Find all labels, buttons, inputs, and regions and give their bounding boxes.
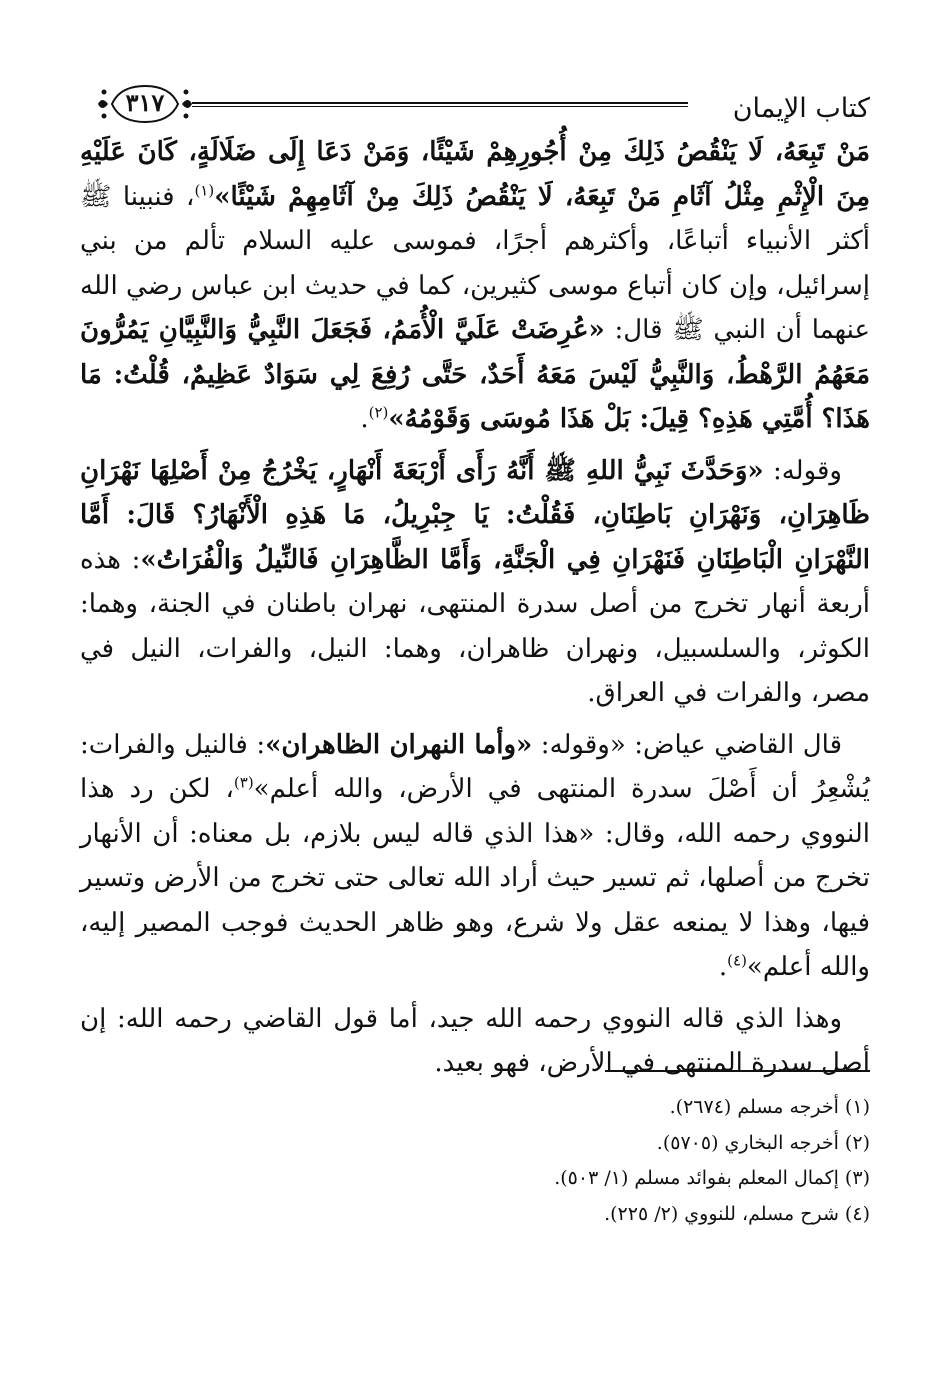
footnote: (١) أخرجه مسلم (٢٦٧٤). xyxy=(669,1096,870,1118)
page-header xyxy=(80,70,870,130)
footnote: (٤) شرح مسلم، للنووي (٢/ ٢٢٥). xyxy=(604,1202,870,1225)
commentary-text: . xyxy=(718,952,728,982)
paragraph-1 xyxy=(80,130,870,442)
commentary-text: قال القاضي عياض: «وقوله: xyxy=(532,729,842,760)
book-page xyxy=(80,60,870,1350)
commentary-text: ، فنبينا ﷺ أكثر الأنبياء أتباعًا، وأكثرهم أجرًا، فموسى عليه السلام تألم من بني إسرائيل، وإن كان أتباع موسى كثيرين، كما في حديث ابن عباس رضي الله عنهما أن النبي ﷺ قال: xyxy=(80,181,871,345)
book-title: كتاب الإيمان xyxy=(732,93,870,124)
paragraph-4: وهذا الذي قاله النووي رحمه الله جيد، أما قول القاضي رحمه الله: إن أصل سدرة المنتهى في الأرض، فهو بعيد. xyxy=(80,1003,870,1078)
footnote: (٣) إكمال المعلم بفوائد مسلم (١/ ٥٠٣). xyxy=(554,1167,870,1189)
footnote: (٢) أخرجه البخاري (٥٧٠٥). xyxy=(656,1131,870,1154)
footnote-separator xyxy=(605,1070,870,1072)
page-number: ٣١٧ xyxy=(125,88,165,117)
page-number-ornament xyxy=(98,82,192,126)
main-text xyxy=(80,130,870,1093)
commentary-text: : فالنيل والفرات: يُشْعِرُ أن أَصْلَ سدرة المنتهى في الأرض، والله أعلم» xyxy=(80,729,870,804)
footnote-ref: (١) xyxy=(194,180,215,199)
footnote-ref: (٤) xyxy=(727,951,747,970)
commentary-text: وقوله: xyxy=(763,455,842,486)
header-rule xyxy=(192,102,688,107)
footnote-ref: (٣) xyxy=(233,773,254,792)
commentary-text: . xyxy=(360,404,369,434)
commentary-text: ، لكن رد هذا النووي رحمه الله، وقال: «هذا الذي قاله ليس بلازم، بل معناه: أن الأنهار تخرج من أصلها، ثم تسير حيث أراد الله تعالى حتى تخرج من الأرض وتسير فيها، وهذا لا يمنعه عقل ولا شرع، وهو ظاهر الحديث فوجب المصير إليه، والله أعلم» xyxy=(80,774,870,982)
commentary-text: : هذه أربعة أنهار تخرج من أصل سدرة المنتهى، نهران باطنان في الجنة، وهما: الكوثر، والسلسبيل، ونهران ظاهران، وهما: النيل، والفرات، النيل في مصر، والفرات في العراق. xyxy=(80,544,870,708)
hadith-text: «وَحَدَّثَ نَبِيُّ اللهِ ﷺ أَنَّهُ رَأَى أَرْبَعَةَ أَنْهَارٍ، يَخْرُجُ مِنْ أَصْلِهَا نَهْرَانِ ظَاهِرَانِ، وَنَهْرَانِ بَاطِنَانِ، فَقُلْتُ: يَا جِبْرِيلُ، مَا هَذِهِ الْأَنْهَارُ؟ قَالَ: أَمَّا النَّهْرَانِ الْبَاطِنَانِ فَنَهْرَانِ فِي الْجَنَّةِ، وَأَمَّا الظَّاهِرَانِ فَالنِّيلُ وَالْفُرَاتُ» xyxy=(80,455,870,575)
hadith-text: «عُرِضَتْ عَلَيَّ الْأُمَمُ، فَجَعَلَ النَّبِيُّ وَالنَّبِيَّانِ يَمُرُّونَ مَعَهُمُ الرَّهْطُ، وَالنَّبِيُّ لَيْسَ مَعَهُ أَحَدٌ، حَتَّى رُفِعَ لِي سَوَادٌ عَظِيمٌ، قُلْتُ: مَا هَذَا؟ أُمَّتِي هَذِهِ؟ قِيلَ: بَلْ هَذَا مُوسَى وَقَوْمُهُ» xyxy=(80,315,870,434)
paragraph-3 xyxy=(80,723,870,990)
quoted-text: «وأما النهران الظاهران» xyxy=(265,729,533,760)
paragraph-2 xyxy=(80,449,870,716)
footnote-ref: (٢) xyxy=(368,403,389,422)
hadith-text: مَنْ تَبِعَهُ، لَا يَنْقُصُ ذَلِكَ مِنْ أُجُورِهِمْ شَيْئًا، وَمَنْ دَعَا إِلَى ضَلَالَةٍ، كَانَ عَلَيْهِ مِنَ الْإِثْمِ مِثْلُ آثَامِ مَنْ تَبِعَهُ، لَا يَنْقُصُ ذَلِكَ مِنْ آثَامِهِمْ شَيْئًا» xyxy=(80,137,871,212)
footnotes xyxy=(80,1090,870,1232)
